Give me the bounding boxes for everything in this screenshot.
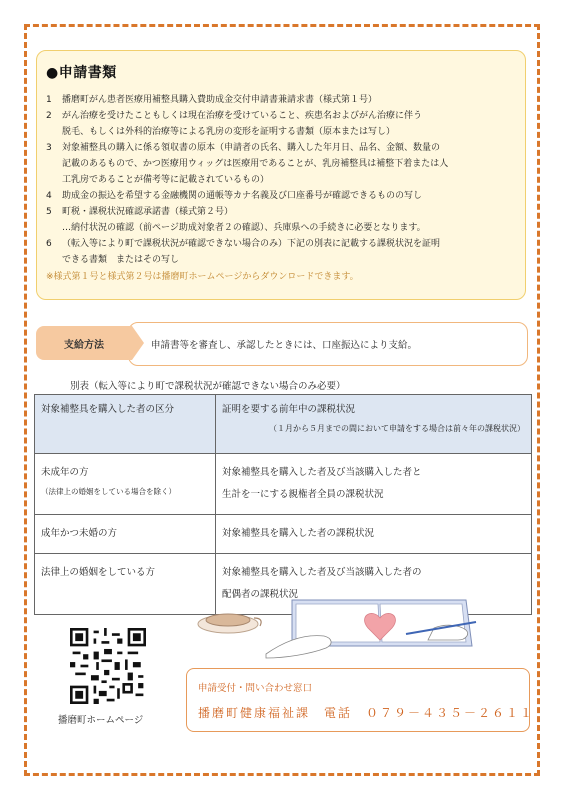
- row-tax-status: 対象補整具を購入した者及び当該購入した者と 生計を一にする親権者全員の課税状況: [216, 454, 532, 515]
- document-item: 2 がん治療を受けたこともしくは現在治療を受けていること、疾患名およびがん治療に伴う: [46, 111, 423, 121]
- header-tax-status-note: （１月から５月までの間において申請をする場合は前々年の課税状況）: [269, 424, 525, 433]
- row-category: 法律上の婚姻をしている方: [35, 554, 216, 615]
- document-item: 脱毛、もしくは外科的治療等による乳房の変形を証明する書類（原本または写し）: [62, 127, 396, 137]
- header-tax-status: [216, 395, 532, 454]
- document-item: 工乳房であることが備考等に記載されているもの）: [62, 175, 270, 185]
- payment-arrow: [132, 326, 144, 360]
- required-documents-list: [46, 92, 524, 285]
- header-category: 対象補整具を購入した者の区分: [35, 395, 216, 454]
- document-item: …納付状況の確認（前ページ助成対象者２の確認）、兵庫県への手続きに必要となります。: [62, 223, 426, 233]
- document-item: 6 （転入等により町で課税状況が確認できない場合のみ）下記の別表に記載する課税状況を証明: [46, 239, 441, 249]
- document-item: 3 対象補整具の購入に係る領収書の原本（申請者の氏名、購入した年月日、品名、金額、数量の: [46, 143, 441, 153]
- document-item: 記載のあるもので、かつ医療用ウィッグは医療用であることが、乳房補整具は補整下着または人: [62, 159, 449, 169]
- contact-phone: 播磨町健康福祉課 電話 ０７９－４３５－２６１１: [198, 706, 535, 720]
- document-item: できる書類 またはその写し: [62, 255, 180, 265]
- table-row: [35, 515, 532, 554]
- download-note: ※様式第１号と様式第２号は播磨町ホームページからダウンロードできます。: [46, 272, 359, 282]
- qr-code-icon[interactable]: [70, 628, 146, 704]
- document-item: 5 町税・課税状況確認承諾書（様式第２号）: [46, 207, 234, 217]
- table-row: [35, 454, 532, 515]
- table-caption: 別表（転入等により町で課税状況が確認できない場合のみ必要）: [70, 381, 346, 392]
- row-category: 成年かつ未婚の方: [35, 515, 216, 554]
- row-tax-status: 対象補整具を購入した者の課税状況: [216, 515, 532, 554]
- row-category: 未成年の方 （法律上の婚姻をしている場合を除く）: [35, 454, 216, 515]
- contact-panel: [186, 668, 530, 732]
- contact-heading: 申請受付・問い合わせ窓口: [198, 683, 313, 694]
- row-tax-status: 対象補整具を購入した者及び当該購入した者の 配偶者の課税状況: [216, 554, 532, 615]
- document-item: 4 助成金の振込を希望する金融機関の通帳等カナ名義及び口座番号が確認できるものの写し: [46, 191, 423, 201]
- payment-method-label: 支給方法: [36, 326, 132, 360]
- document-item: 1 播磨町がん患者医療用補整具購入費助成金交付申請書兼請求書（様式第１号）: [46, 95, 378, 105]
- required-documents-title: ●申請書類: [46, 65, 117, 81]
- tax-status-table: [34, 394, 532, 615]
- qr-caption: 播磨町ホームページ: [58, 715, 144, 726]
- payment-description-box: [128, 322, 528, 366]
- header-tax-status-label: 証明を要する前年中の課税状況: [222, 404, 356, 415]
- payment-description: 申請書等を審査し、承認したときには、口座振込により支給。: [151, 340, 418, 351]
- table-header-row: [35, 395, 532, 454]
- heart-notebook-illustration: [196, 596, 478, 664]
